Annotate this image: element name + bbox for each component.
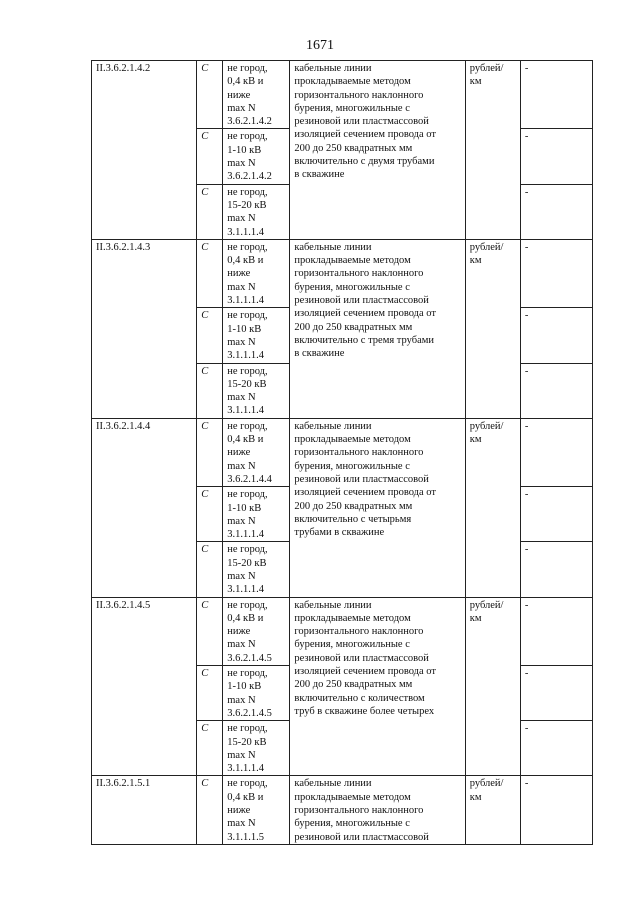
value: -	[520, 542, 592, 597]
value: -	[520, 721, 592, 776]
category: С	[197, 542, 223, 597]
category: С	[197, 61, 223, 129]
value: -	[520, 487, 592, 542]
condition: не город, 0,4 кВ и ниже max N 3.6.2.1.4.4	[223, 418, 290, 486]
condition: не город, 1-10 кВ max N 3.1.1.1.4	[223, 487, 290, 542]
table-row	[92, 776, 593, 844]
category: С	[197, 721, 223, 776]
value: -	[520, 776, 592, 844]
value: -	[520, 363, 592, 418]
value: -	[520, 666, 592, 721]
condition: не город, 0,4 кВ и ниже max N 3.1.1.1.5	[223, 776, 290, 844]
table-row	[92, 61, 593, 129]
value: -	[520, 597, 592, 665]
unit: рублей/ км	[465, 61, 520, 240]
condition: не город, 0,4 кВ и ниже max N 3.6.2.1.4.2	[223, 61, 290, 129]
table-row	[92, 597, 593, 665]
condition: не город, 1-10 кВ max N 3.6.2.1.4.5	[223, 666, 290, 721]
value: -	[520, 418, 592, 486]
page-number: 1671	[306, 38, 334, 53]
condition: не город, 1-10 кВ max N 3.6.2.1.4.2	[223, 129, 290, 184]
unit: рублей/ км	[465, 597, 520, 776]
category: С	[197, 666, 223, 721]
category: С	[197, 487, 223, 542]
value: -	[520, 239, 592, 307]
condition: не город, 15-20 кВ max N 3.1.1.1.4	[223, 184, 290, 239]
category: С	[197, 776, 223, 844]
condition: не город, 15-20 кВ max N 3.1.1.1.4	[223, 363, 290, 418]
description: кабельные линии прокладываемые методом горизонтального наклонного бурения, многожильные с резиновой или пластмассовой изоляцией сечением провода от 200 до 250 квадратных мм включительно с четырьмя трубами в скважине	[290, 418, 465, 597]
row-code: II.3.6.2.1.4.5	[92, 597, 197, 776]
row-code: II.3.6.2.1.5.1	[92, 776, 197, 844]
category: С	[197, 239, 223, 307]
category: С	[197, 363, 223, 418]
value: -	[520, 308, 592, 363]
category: С	[197, 129, 223, 184]
tariff-table	[91, 60, 593, 845]
description: кабельные линии прокладываемые методом горизонтального наклонного бурения, многожильные с резиновой или пластмассовой изоляцией сечением провода от 200 до 250 квадратных мм включительно с тремя трубами в скважине	[290, 239, 465, 418]
row-code: II.3.6.2.1.4.2	[92, 61, 197, 240]
description: кабельные линии прокладываемые методом горизонтального наклонного бурения, многожильные с резиновой или пластмассовой	[290, 776, 465, 844]
category: С	[197, 597, 223, 665]
value: -	[520, 129, 592, 184]
table-row	[92, 239, 593, 307]
unit: рублей/ км	[465, 239, 520, 418]
value: -	[520, 184, 592, 239]
condition: не город, 0,4 кВ и ниже max N 3.6.2.1.4.5	[223, 597, 290, 665]
category: С	[197, 184, 223, 239]
description: кабельные линии прокладываемые методом горизонтального наклонного бурения, многожильные с резиновой или пластмассовой изоляцией сечением провода от 200 до 250 квадратных мм включительно с количеством труб в скважине более четырех	[290, 597, 465, 776]
table-row	[92, 418, 593, 486]
category: С	[197, 308, 223, 363]
unit: рублей/ км	[465, 776, 520, 844]
row-code: II.3.6.2.1.4.3	[92, 239, 197, 418]
category: С	[197, 418, 223, 486]
value: -	[520, 61, 592, 129]
condition: не город, 15-20 кВ max N 3.1.1.1.4	[223, 721, 290, 776]
row-code: II.3.6.2.1.4.4	[92, 418, 197, 597]
condition: не город, 15-20 кВ max N 3.1.1.1.4	[223, 542, 290, 597]
condition: не город, 1-10 кВ max N 3.1.1.1.4	[223, 308, 290, 363]
unit: рублей/ км	[465, 418, 520, 597]
condition: не город, 0,4 кВ и ниже max N 3.1.1.1.4	[223, 239, 290, 307]
description: кабельные линии прокладываемые методом горизонтального наклонного бурения, многожильные с резиновой или пластмассовой изоляцией сечением провода от 200 до 250 квадратных мм включительно с двумя трубами в скважине	[290, 61, 465, 240]
